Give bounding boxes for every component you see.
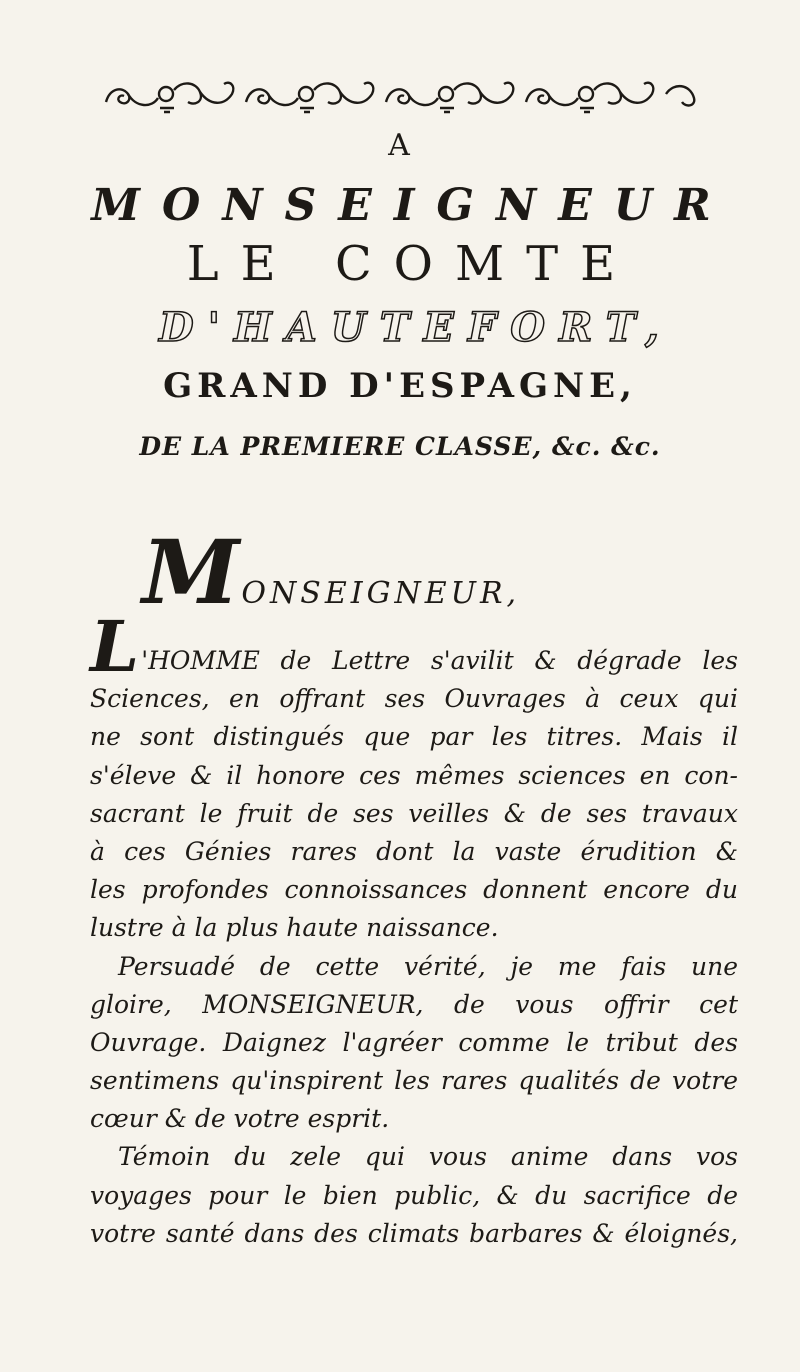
body-line: sentimens qu'inspirent les rares qualités de votre (90, 1066, 738, 1096)
addressee-name: D'HAUTEFORT, (159, 304, 673, 351)
salutation (142, 520, 521, 624)
body-line: Sciences, en offrant ses Ouvrages à ceux qui (90, 684, 738, 714)
addressee-dignity: GRAND D'ESPAGNE, (163, 366, 637, 406)
fleuron-band-icon (100, 72, 700, 118)
salutation-initial: M (142, 520, 240, 624)
body-line: s'éleve & il honore ces mêmes sciences en con- (90, 760, 738, 790)
body-line: sacrant le fruit de ses veilles & de ses travaux (90, 798, 738, 828)
body-line: ne sont distingués que par les titres. Mais il (90, 722, 738, 752)
body-line: à ces Génies rares dont la vaste érudition & (90, 836, 738, 866)
body-line: lustre à la plus haute naissance. (90, 913, 499, 943)
body-line: gloire, MONSEIGNEUR, de vous offrir cet (90, 989, 738, 1019)
body-line: L'HOMME de Lettre s'avilit & dégrade les (90, 605, 738, 688)
dedication-body (90, 605, 738, 1253)
dedication-a: A (388, 128, 412, 163)
body-initial: L (90, 605, 140, 688)
salutation-rest: ONSEIGNEUR, (241, 576, 521, 611)
body-line: voyages pour le bien public, & du sacrifice de (90, 1180, 738, 1210)
body-line: cœur & de votre esprit. (90, 1104, 390, 1134)
body-line: Témoin du zele qui vous anime dans vos (118, 1142, 738, 1172)
addressee-title: MONSEIGNEUR (91, 180, 733, 231)
body-line: Ouvrage. Daignez l'agréer comme le tribut des (90, 1027, 738, 1057)
addressee-class: DE LA PREMIERE CLASSE, &c. &c. (139, 432, 661, 461)
addressee-rank: LE COMTE (186, 236, 638, 292)
body-line: les profondes connoissances donnent encore du (90, 875, 738, 905)
body-line: votre santé dans des climats barbares & éloignés, (90, 1218, 738, 1248)
body-line: Persuadé de cette vérité, je me fais une (118, 951, 738, 981)
